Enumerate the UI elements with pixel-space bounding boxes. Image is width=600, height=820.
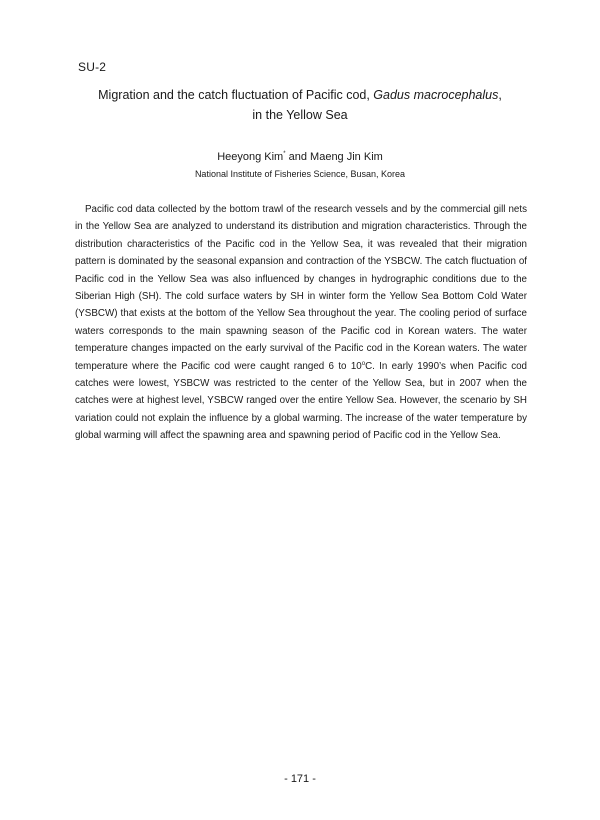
- affiliation: National Institute of Fisheries Science, Busan, Korea: [194, 169, 406, 179]
- page-number: - 171 -: [284, 773, 316, 785]
- author-list: [70, 150, 530, 164]
- author-first: Heeyong Kim: [217, 151, 284, 163]
- title-species-name: Gadus macrocephalus: [373, 88, 499, 102]
- title-text-end: ,: [498, 88, 502, 102]
- title-text: Migration and the catch fluctuation of Pacific cod,: [98, 88, 374, 102]
- author-rest: and Maeng Jin Kim: [285, 151, 383, 163]
- paper-title: [70, 85, 530, 125]
- abstract-text-continued: C. In early 1990’s when Pacific cod catches were lowest, YSBCW was restricted to the center of the Yellow Sea, but in 2007 when the catches were at highest level, YSBCW ranged over the entire Yellow Sea. However, the scenario by SH variation could not explain the influence by a global warming. The increase of the water temperature by global warming will affect the spawning area and spawning period of Pacific cod in the Yellow Sea.: [75, 360, 527, 442]
- abstract-paragraph: [75, 201, 527, 445]
- degree-superscript: o: [361, 360, 366, 367]
- title-line-2: in the Yellow Sea: [252, 108, 348, 122]
- corresponding-author-mark: *: [283, 151, 286, 157]
- section-code: SU-2: [78, 60, 107, 74]
- abstract-text: Pacific cod data collected by the bottom trawl of the research vessels and by the commercial gill nets in the Yellow Sea are analyzed to understand its distribution and migration characteristics. Through the distribution characteristics of the Pacific cod in the Yellow Sea, it was revealed that their migration pattern is dominated by the seasonal expansion and contraction of the YSBCW. The catch fluctuation of Pacific cod in the Yellow Sea was also influenced by changes in hydrographic conditions due to the Siberian High (SH). The cold surface waters by SH in winter form the Yellow Sea Bottom Cold Water (YSBCW) that exists at the bottom of the Yellow Sea throughout the year. The cooling period of surface waters corresponds to the main spawning season of the Pacific cod in Korean waters. The water temperature changes impacted on the early survival of the Pacific cod in the Korean waters. The water temperature where the Pacific cod were caught ranged 6 to 10: [75, 204, 527, 372]
